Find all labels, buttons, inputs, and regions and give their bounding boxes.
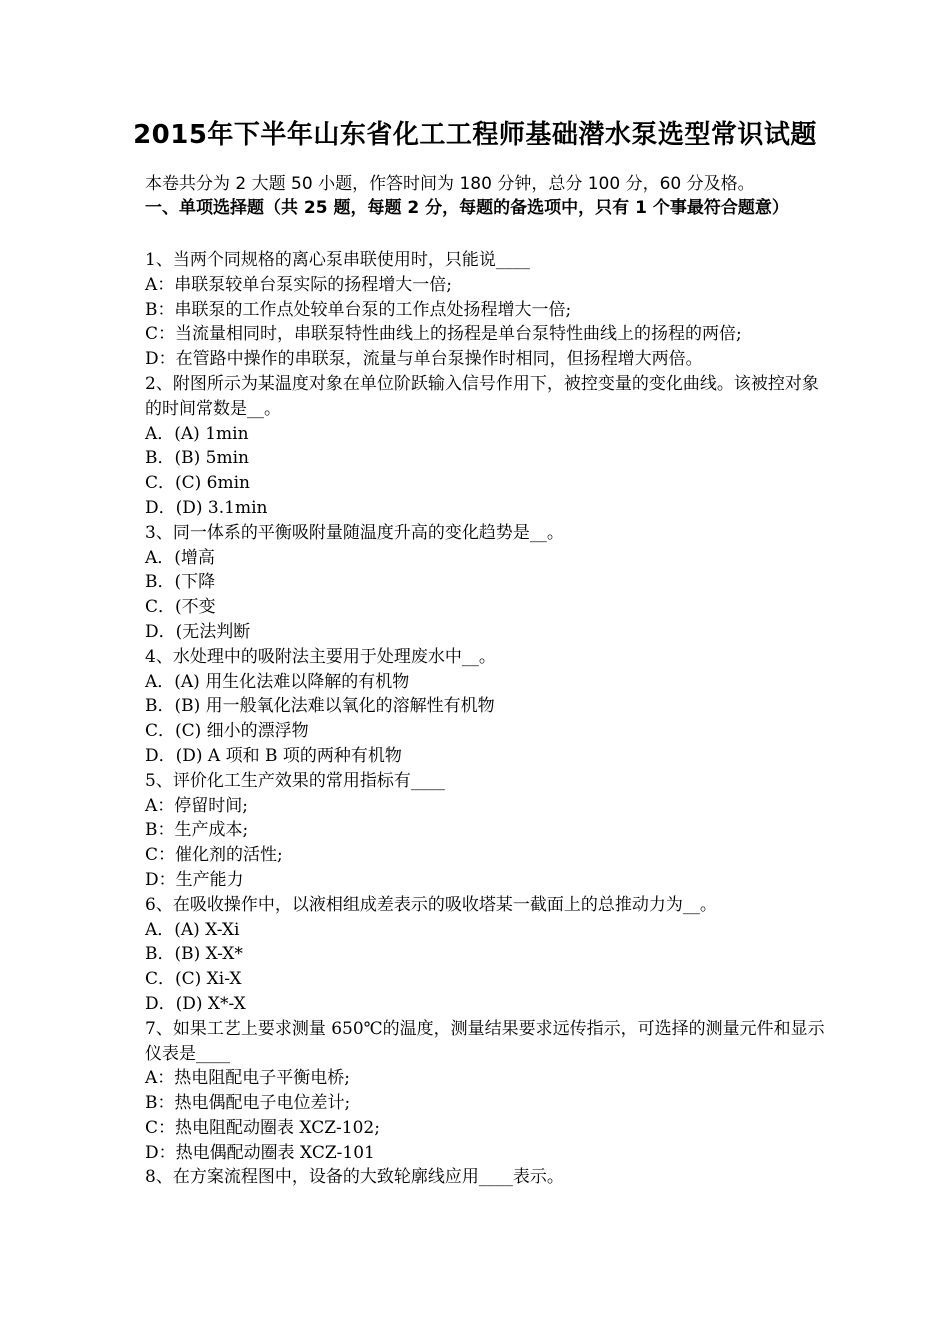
- question-stem: 3、同一体系的平衡吸附量随温度升高的变化趋势是__。: [145, 522, 564, 543]
- question-stem: 2、附图所示为某温度对象在单位阶跃输入信号作用下，被控变量的变化曲线。该被控对象的时间常数是__。: [145, 373, 819, 419]
- option-b: B：串联泵的工作点处较单台泵的工作点处扬程增大一倍;: [145, 299, 572, 320]
- question-list: [145, 248, 825, 1190]
- option-d: D：在管路中操作的串联泵，流量与单台泵操作时相同，但扬程增大两倍。: [145, 349, 703, 370]
- page-title: 2015年下半年山东省化工工程师基础潜水泵选型常识试题: [133, 120, 817, 150]
- option-d: D：热电偶配动圈表 XCZ-101: [145, 1142, 375, 1163]
- option-c: C．(不变: [145, 597, 216, 618]
- question-7: [145, 1017, 825, 1166]
- question-8: [145, 1165, 825, 1190]
- question-stem: 5、评价化工生产效果的常用指标有____: [145, 770, 445, 791]
- option-a: A．(A) 用生化法难以降解的有机物: [145, 671, 410, 692]
- option-b: B．(B) 5min: [145, 448, 249, 469]
- option-c: C．(C) 6min: [145, 473, 251, 494]
- question-stem: 6、在吸收操作中，以液相组成差表示的吸收塔某一截面上的总推动力为__。: [145, 894, 717, 915]
- question-4: [145, 645, 825, 769]
- option-a: A：热电阻配电子平衡电桥;: [145, 1068, 351, 1089]
- question-1: [145, 248, 825, 372]
- question-stem: 7、如果工艺上要求测量 650℃的温度，测量结果要求远传指示，可选择的测量元件和显示仪表是____: [145, 1018, 825, 1064]
- option-c: C：催化剂的活性;: [145, 845, 283, 866]
- question-stem: 1、当两个同规格的离心泵串联使用时，只能说____: [145, 250, 530, 270]
- option-b: B：热电偶配电子电位差计;: [145, 1093, 351, 1114]
- option-c: C：热电阻配动圈表 XCZ-102;: [145, 1117, 380, 1138]
- option-a: A．(A) 1min: [145, 423, 249, 444]
- option-b: B．(B) 用一般氧化法难以氧化的溶解性有机物: [145, 696, 495, 717]
- question-5: [145, 769, 825, 893]
- exam-intro: 本卷共分为 2 大题 50 小题，作答时间为 180 分钟，总分 100 分，60 分及格。: [145, 174, 755, 194]
- option-d: D．(D) X*-X: [145, 993, 246, 1014]
- option-d: D．(D) 3.1min: [145, 497, 268, 518]
- option-d: D：生产能力: [145, 869, 244, 890]
- question-3: [145, 521, 825, 645]
- section-header: 一、单项选择题（共 25 题，每题 2 分，每题的备选项中，只有 1 个事最符合题意）: [145, 198, 789, 218]
- option-b: B．(下降: [145, 572, 216, 593]
- question-2: [145, 372, 825, 521]
- option-a: A：串联泵较单台泵实际的扬程增大一倍;: [145, 274, 453, 295]
- question-stem: 4、水处理中的吸附法主要用于处理废水中__。: [145, 646, 496, 667]
- question-stem: 8、在方案流程图中，设备的大致轮廓线应用____表示。: [145, 1167, 564, 1188]
- option-d: D．(D) A 项和 B 项的两种有机物: [145, 745, 402, 766]
- option-a: A．(增高: [145, 547, 215, 568]
- option-c: C：当流量相同时，串联泵特性曲线上的扬程是单台泵特性曲线上的扬程的两倍;: [145, 324, 742, 345]
- option-c: C．(C) Xi-X: [145, 969, 242, 990]
- question-6: [145, 893, 825, 1017]
- option-a: A：停留时间;: [145, 795, 249, 816]
- option-d: D．(无法判断: [145, 621, 251, 642]
- option-b: B：生产成本;: [145, 820, 249, 841]
- option-c: C．(C) 细小的漂浮物: [145, 721, 309, 742]
- option-b: B．(B) X-X*: [145, 944, 243, 965]
- option-a: A．(A) X-Xi: [145, 919, 240, 940]
